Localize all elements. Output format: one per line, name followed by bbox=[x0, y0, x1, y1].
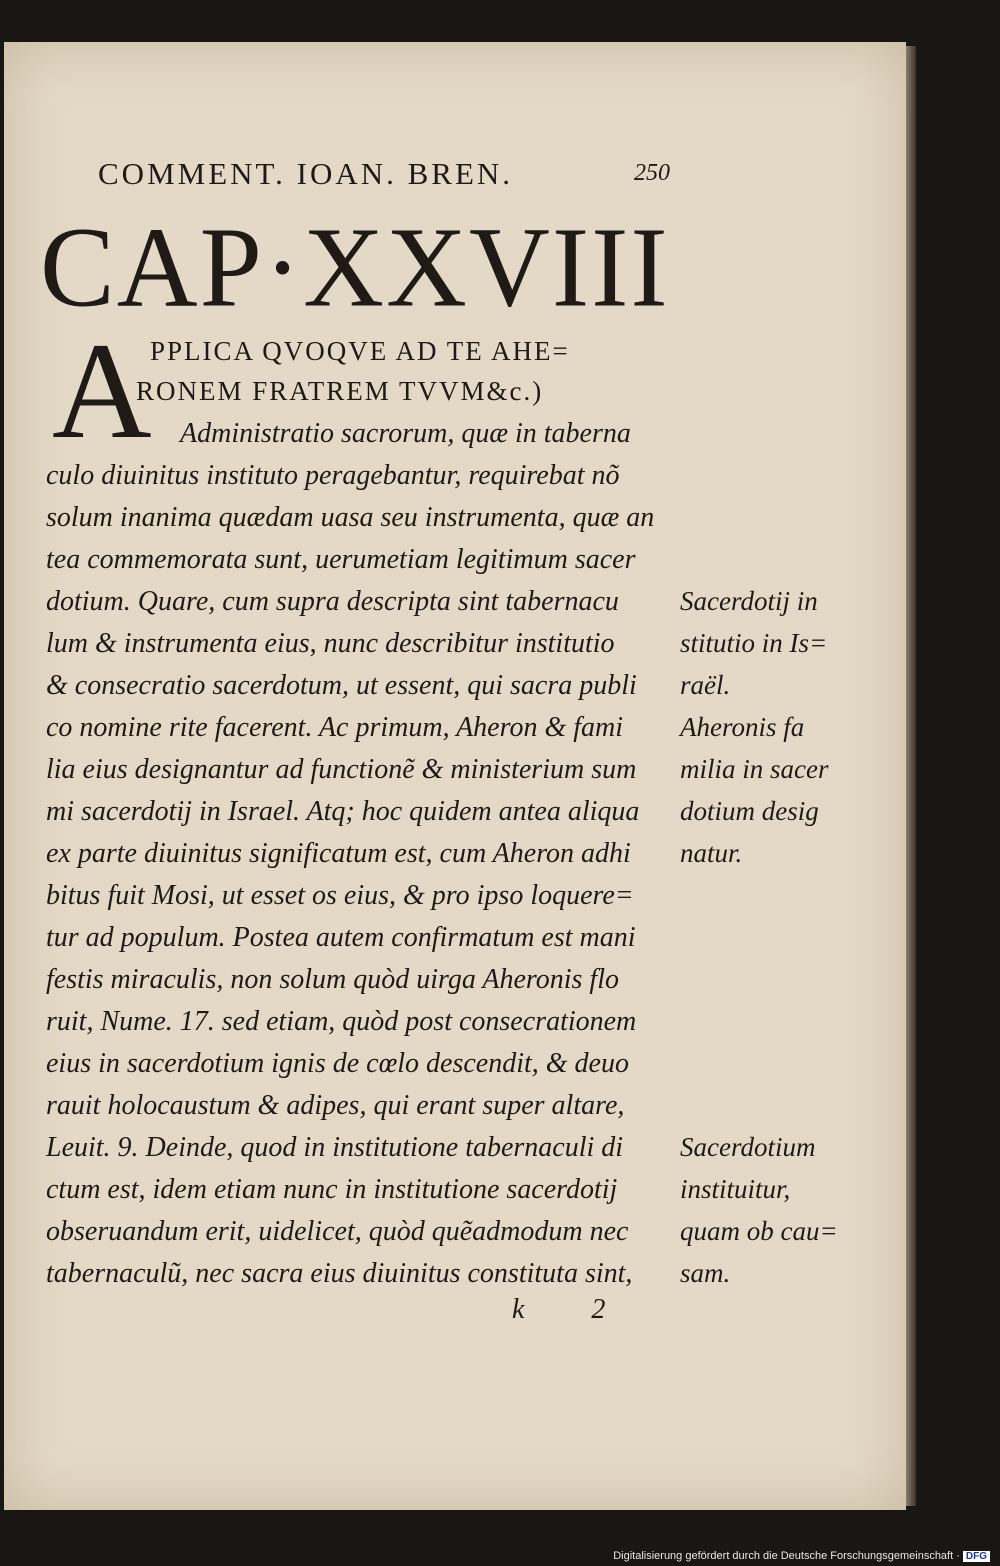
margin-note-line: Aheronis fa bbox=[680, 712, 805, 742]
page-edge bbox=[906, 46, 916, 1506]
body-line: tabernaculũ, nec sacra eius diuinitus constituta sint, bbox=[46, 1258, 633, 1289]
margin-note-line: raël. bbox=[680, 670, 731, 700]
body-line: ruit, Nume. 17. sed etiam, quòd post consecrationem bbox=[46, 1006, 637, 1037]
body-line: solum inanima quædam uasa seu instrumenta, quæ an bbox=[46, 502, 655, 533]
body-line: dotium. Quare, cum supra descripta sint tabernacu bbox=[46, 586, 619, 617]
body-line: lum & instrumenta eius, nunc describitur institutio bbox=[46, 628, 615, 659]
margin-note-line: dotium desig bbox=[680, 796, 819, 826]
body-line: obseruandum erit, uidelicet, quòd quẽadmodum nec bbox=[46, 1216, 629, 1247]
body-line: & consecratio sacerdotum, ut essent, qui sacra publi bbox=[46, 670, 637, 701]
drop-cap: A bbox=[52, 314, 152, 467]
margin-note-line: Sacerdotij in bbox=[680, 586, 818, 616]
body-line: festis miraculis, non solum quòd uirga Aheronis flo bbox=[46, 964, 619, 995]
body-line: Administratio sacrorum, quæ in taberna bbox=[180, 418, 631, 449]
body-line: bitus fuit Mosi, ut esset os eius, & pro ipso loquere= bbox=[46, 880, 634, 911]
running-head: COMMENT. IOAN. BREN. bbox=[98, 156, 514, 191]
body-line: ex parte diuinitus significatum est, cum Aheron adhi bbox=[46, 838, 631, 869]
margin-note-line: Sacerdotium bbox=[680, 1132, 816, 1162]
margin-note-line: stitutio in Is= bbox=[680, 628, 828, 658]
opening-caps-line-2: RONEM FRATREM TVVM&c.) bbox=[136, 376, 544, 406]
body-line: lia eius designantur ad functionẽ & ministerium sum bbox=[46, 754, 637, 785]
footer-text: Digitalisierung gefördert durch die Deutsche Forschungsgemeinschaft · bbox=[613, 1550, 960, 1562]
body-line: tur ad populum. Postea autem confirmatum est mani bbox=[46, 922, 636, 953]
signature-mark: k 2 bbox=[512, 1294, 636, 1325]
body-line: Leuit. 9. Deinde, quod in institutione tabernaculi di bbox=[46, 1132, 624, 1163]
dfg-logo-badge: DFG bbox=[963, 1551, 990, 1562]
margin-note-line: sam. bbox=[680, 1258, 731, 1288]
chapter-title: CAP·XXVIII bbox=[40, 204, 670, 332]
body-line: rauit holocaustum & adipes, qui erant super altare, bbox=[46, 1090, 625, 1121]
digitization-credit bbox=[613, 1550, 990, 1562]
margin-note-line: instituitur, bbox=[680, 1174, 791, 1204]
opening-caps-line-1: PPLICA QVOQVE AD TE AHE= bbox=[150, 336, 570, 366]
body-line: mi sacerdotij in Israel. Atq; hoc quidem antea aliqua bbox=[46, 796, 640, 827]
body-line: co nomine rite facerent. Ac primum, Aheron & fami bbox=[46, 712, 624, 743]
body-line: eius in sacerdotium ignis de cœlo descendit, & deuo bbox=[46, 1048, 629, 1079]
page-number: 250 bbox=[634, 160, 670, 186]
body-line: culo diuinitus instituto peragebantur, requirebat nõ bbox=[46, 460, 620, 491]
margin-note-line: quam ob cau= bbox=[680, 1216, 838, 1246]
body-line: tea commemorata sunt, uerumetiam legitimum sacer bbox=[46, 544, 636, 575]
margin-note-line: milia in sacer bbox=[680, 754, 829, 784]
margin-note-line: natur. bbox=[680, 838, 743, 868]
body-line: ctum est, idem etiam nunc in institutione sacerdotij bbox=[46, 1174, 618, 1205]
